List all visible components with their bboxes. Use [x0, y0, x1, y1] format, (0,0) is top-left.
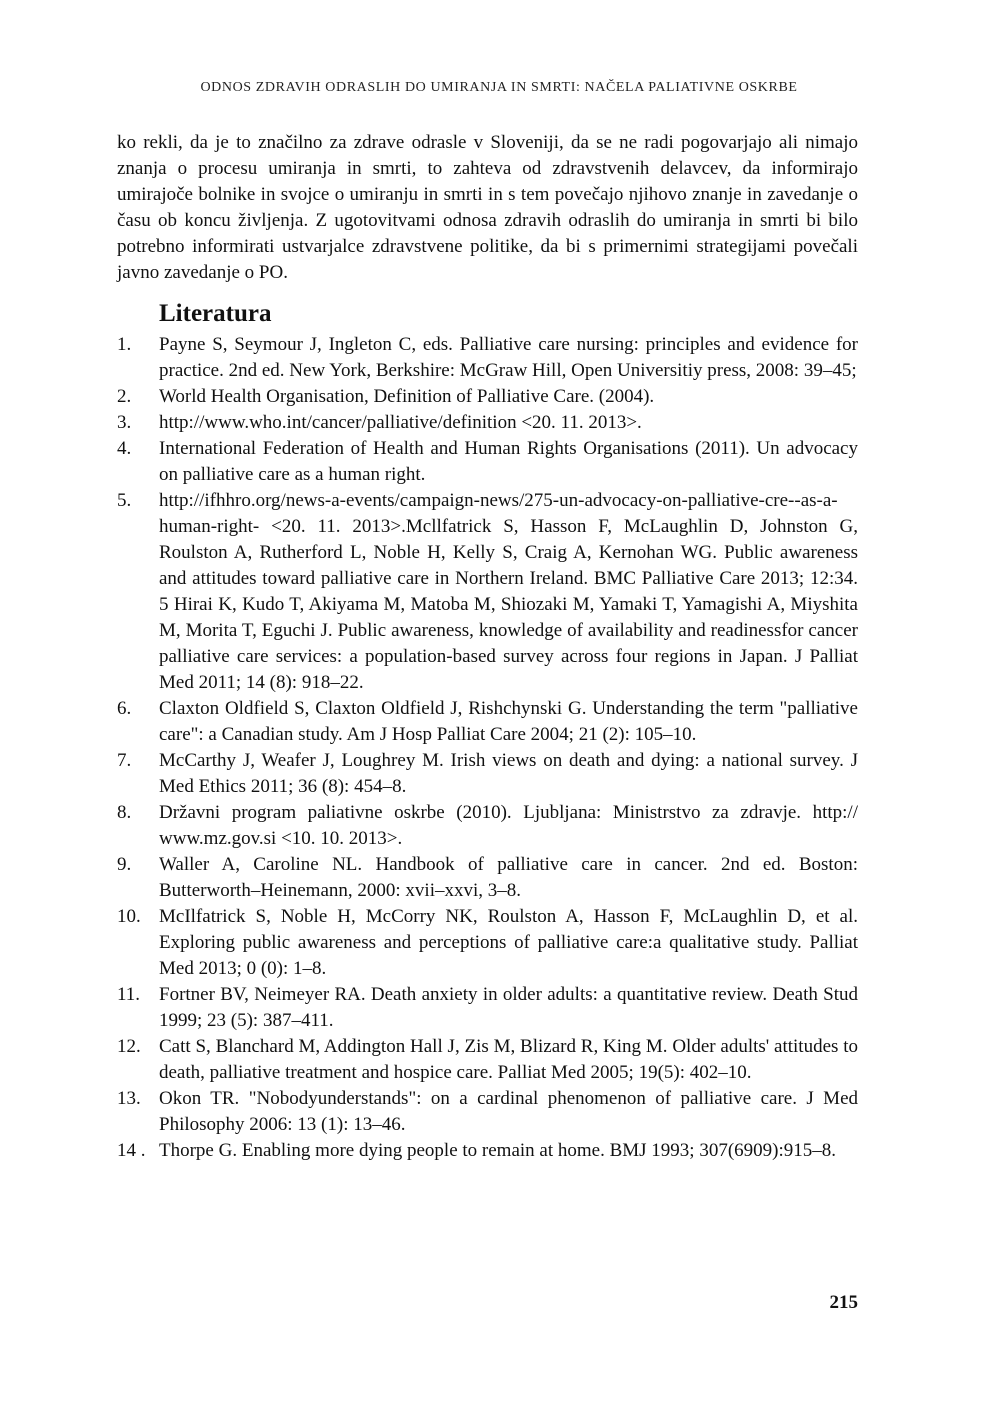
reference-item — [117, 332, 858, 384]
reference-number: 1. — [117, 334, 132, 355]
reference-number: 14 . — [117, 1140, 146, 1161]
reference-number: 4. — [117, 438, 132, 459]
page-number: 215 — [829, 1292, 858, 1313]
reference-item — [117, 384, 858, 410]
reference-number: 6. — [117, 698, 132, 719]
reference-number: 8. — [117, 802, 132, 823]
literature-heading: Literatura — [159, 300, 272, 327]
reference-item — [117, 748, 858, 800]
reference-item — [117, 852, 858, 904]
reference-item — [117, 904, 858, 982]
reference-text: http://www.who.int/cancer/palliative/definition <20. 11. 2013>. — [159, 412, 642, 433]
reference-number: 11. — [117, 984, 141, 1005]
reference-item — [117, 1086, 858, 1138]
reference-text: Okon TR. "Nobodyunderstands": on a cardinal phenomenon of palliative care. J Med Philosophy 2006: 13 (1): 13–46. — [159, 1088, 858, 1135]
reference-item — [117, 696, 858, 748]
reference-item — [117, 1138, 858, 1164]
reference-text: Claxton Oldfield S, Claxton Oldfield J, Rishchynski G. Understanding the term "palliative care": a Canadian study. Am J Hosp Palliat Care 2004; 21 (2): 105–10. — [159, 698, 858, 745]
reference-number: 2. — [117, 386, 132, 407]
reference-text: McCarthy J, Weafer J, Loughrey M. Irish views on death and dying: a national survey. J Med Ethics 2011; 36 (8): 454–8. — [159, 750, 858, 797]
reference-number: 9. — [117, 854, 132, 875]
reference-text: Thorpe G. Enabling more dying people to remain at home. BMJ 1993; 307(6909):915–8. — [159, 1140, 837, 1161]
reference-item — [117, 982, 858, 1034]
reference-text: http://ifhhro.org/news-a-events/campaign-news/275-un-advocacy-on-palliative-cre--as-a-human-right- <20. 11. 2013>.Mcllfatrick S, Hasson F, McLaughlin D, Johnston G, Roulston A, Rutherford L, Noble H, Kelly S, Craig A, Kernohan WG. Public awareness and attitudes toward palliative care in Northern Ireland. BMC Palliative Care 2013; 12:34. 5 Hirai K, Kudo T, Akiyama M, Matoba M, Shiozaki M, Yamaki T, Yamagishi A, Miyshita M, Morita T, Eguchi J. Public awareness, knowledge of availability and readinessfor cancer palliative care services: a population-based survey across four regions in Japan. J Palliat Med 2011; 14 (8): 918–22. — [159, 490, 858, 693]
reference-list — [117, 332, 858, 1164]
reference-text: World Health Organisation, Definition of Palliative Care. (2004). — [159, 386, 655, 407]
reference-item — [117, 436, 858, 488]
reference-number: 10. — [117, 906, 141, 927]
reference-text: International Federation of Health and Human Rights Organisations (2011). Un advocacy on palliative care as a human right. — [159, 438, 858, 485]
reference-text: Payne S, Seymour J, Ingleton C, eds. Palliative care nursing: principles and evidence for practice. 2nd ed. New York, Berkshire: McGraw Hill, Open Universitiy press, 2008: 39–45; — [159, 334, 858, 381]
reference-text: Fortner BV, Neimeyer RA. Death anxiety in older adults: a quantitative review. Death Stud 1999; 23 (5): 387–411. — [159, 984, 858, 1031]
reference-number: 13. — [117, 1088, 141, 1109]
reference-text: McIlfatrick S, Noble H, McCorry NK, Roulston A, Hasson F, McLaughlin D, et al. Exploring public awareness and perceptions of palliative care:a qualitative study. Palliat Med 2013; 0 (0): 1–8. — [159, 906, 858, 979]
reference-item — [117, 410, 858, 436]
reference-text: Waller A, Caroline NL. Handbook of palliative care in cancer. 2nd ed. Boston: Butterworth–Heinemann, 2000: xvii–xxvi, 3–8. — [159, 854, 858, 901]
running-header: ODNOS ZDRAVIH ODRASLIH DO UMIRANJA IN SMRTI: NAČELA PALIATIVNE OSKRBE — [200, 80, 798, 95]
reference-number: 3. — [117, 412, 132, 433]
reference-number: 5. — [117, 490, 132, 511]
reference-item — [117, 800, 858, 852]
intro-paragraph: ko rekli, da je to značilno za zdrave odrasle v Sloveniji, da se ne radi pogovarjajo ali nimajo znanja o procesu umiranja in smrti, to zahteva od zdravstvenih delavcev, da informirajo umirajoče bolnike in svojce o umiranju in smrti in s tem povečajo njihovo znanje in zavedanje o času ob koncu življenja. Z ugotovitvami odnosa zdravih odraslih do umiranja in smrti bi bilo potrebno informirati ustvarjalce zdravstvene politike, da bi s primernimi strategijami povečali javno zavedanje o PO. — [117, 132, 858, 283]
reference-text: Državni program paliativne oskrbe (2010). Ljubljana: Ministrstvo za zdravje. http:// www.mz.gov.si <10. 10. 2013>. — [159, 802, 858, 849]
reference-item — [117, 1034, 858, 1086]
reference-text: Catt S, Blanchard M, Addington Hall J, Zis M, Blizard R, King M. Older adults' attitudes to death, palliative treatment and hospice care. Palliat Med 2005; 19(5): 402–10. — [159, 1036, 858, 1083]
reference-item — [117, 488, 858, 696]
reference-number: 7. — [117, 750, 132, 771]
reference-number: 12. — [117, 1036, 141, 1057]
